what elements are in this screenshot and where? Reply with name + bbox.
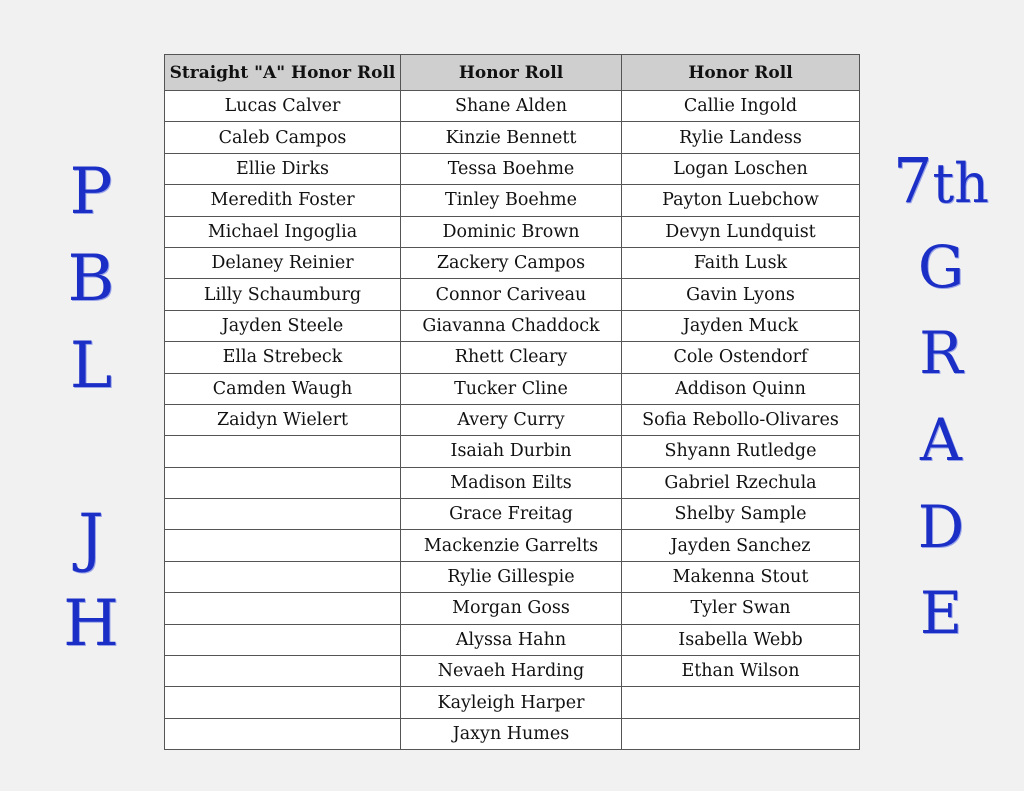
header-straight-a: Straight "A" Honor Roll (165, 55, 401, 91)
table-row (165, 436, 860, 467)
straight-a-cell: Lilly Schaumburg (165, 279, 401, 310)
honor-roll-2-cell: Callie Ingold (622, 91, 860, 122)
table-row (165, 310, 860, 341)
school-initial-h: H (63, 587, 119, 661)
straight-a-cell (165, 561, 401, 592)
honor-roll-2-cell: Jayden Sanchez (622, 530, 860, 561)
honor-roll-2-cell: Faith Lusk (622, 247, 860, 278)
table-row (165, 216, 860, 247)
straight-a-cell (165, 467, 401, 498)
honor-roll-1-cell: Kinzie Bennett (401, 122, 622, 153)
straight-a-cell (165, 530, 401, 561)
school-initial-j: J (78, 501, 104, 575)
straight-a-cell: Ella Strebeck (165, 342, 401, 373)
school-initial-b: B (67, 242, 115, 316)
honor-roll-2-cell: Logan Loschen (622, 153, 860, 184)
honor-roll-2-cell: Payton Luebchow (622, 185, 860, 216)
honor-roll-1-cell: Kayleigh Harper (401, 687, 622, 718)
honor-roll-2-cell: Jayden Muck (622, 310, 860, 341)
table-row (165, 153, 860, 184)
honor-roll-2-cell (622, 687, 860, 718)
honor-roll-2-cell: Shelby Sample (622, 499, 860, 530)
grade-letter-a: A (920, 406, 962, 474)
table-row (165, 91, 860, 122)
honor-roll-1-cell: Madison Eilts (401, 467, 622, 498)
honor-roll-1-cell: Zackery Campos (401, 247, 622, 278)
honor-roll-1-cell: Rylie Gillespie (401, 561, 622, 592)
grade-letter-e: E (919, 579, 963, 647)
straight-a-cell: Camden Waugh (165, 373, 401, 404)
table-row (165, 185, 860, 216)
honor-roll-2-cell (622, 718, 860, 749)
straight-a-cell (165, 593, 401, 624)
straight-a-cell (165, 624, 401, 655)
table-row (165, 656, 860, 687)
honor-roll-1-cell: Tinley Boehme (401, 185, 622, 216)
honor-roll-2-cell: Makenna Stout (622, 561, 860, 592)
header-honor-roll-2: Honor Roll (622, 55, 860, 91)
table-row (165, 373, 860, 404)
header-honor-roll-1: Honor Roll (401, 55, 622, 91)
table-row (165, 342, 860, 373)
honor-roll-2-cell: Gavin Lyons (622, 279, 860, 310)
honor-roll-1-cell: Nevaeh Harding (401, 656, 622, 687)
grade-digit: 7 (893, 144, 933, 217)
honor-roll-2-cell: Isabella Webb (622, 624, 860, 655)
honor-roll-2-cell: Ethan Wilson (622, 656, 860, 687)
table-row (165, 530, 860, 561)
grade-number (886, 144, 996, 217)
straight-a-cell: Caleb Campos (165, 122, 401, 153)
honor-roll-1-cell: Tessa Boehme (401, 153, 622, 184)
table-row (165, 718, 860, 749)
honor-roll-1-cell: Mackenzie Garrelts (401, 530, 622, 561)
honor-roll-1-cell: Dominic Brown (401, 216, 622, 247)
grade-letter-r: R (919, 319, 963, 387)
table-header-row (165, 55, 860, 91)
honor-roll-2-cell: Gabriel Rzechula (622, 467, 860, 498)
honor-roll-1-cell: Avery Curry (401, 404, 622, 435)
table-row (165, 122, 860, 153)
honor-roll-1-cell: Jaxyn Humes (401, 718, 622, 749)
honor-roll-2-cell: Tyler Swan (622, 593, 860, 624)
honor-roll-1-cell: Tucker Cline (401, 373, 622, 404)
straight-a-cell (165, 656, 401, 687)
straight-a-cell (165, 499, 401, 530)
grade-suffix: th (932, 152, 989, 215)
honor-roll-1-cell: Grace Freitag (401, 499, 622, 530)
honor-roll-1-cell: Connor Cariveau (401, 279, 622, 310)
honor-roll-table (164, 54, 860, 750)
grade-letter-d: D (917, 493, 965, 561)
honor-roll-1-cell: Morgan Goss (401, 593, 622, 624)
honor-roll-2-cell: Sofia Rebollo-Olivares (622, 404, 860, 435)
honor-roll-2-cell: Shyann Rutledge (622, 436, 860, 467)
table-row (165, 499, 860, 530)
straight-a-cell (165, 687, 401, 718)
straight-a-cell: Zaidyn Wielert (165, 404, 401, 435)
table-row (165, 404, 860, 435)
table-row (165, 593, 860, 624)
table-row (165, 247, 860, 278)
table-row (165, 467, 860, 498)
school-initial-l: L (69, 329, 113, 403)
straight-a-cell (165, 436, 401, 467)
honor-roll-1-cell: Isaiah Durbin (401, 436, 622, 467)
grade-letter-g: G (917, 233, 965, 301)
table-body (165, 91, 860, 750)
honor-roll-1-cell: Rhett Cleary (401, 342, 622, 373)
straight-a-cell: Michael Ingoglia (165, 216, 401, 247)
table-row (165, 624, 860, 655)
straight-a-cell: Delaney Reinier (165, 247, 401, 278)
school-initial-p: P (69, 155, 113, 229)
straight-a-cell: Jayden Steele (165, 310, 401, 341)
honor-roll-2-cell: Cole Ostendorf (622, 342, 860, 373)
honor-roll-1-cell: Shane Alden (401, 91, 622, 122)
table-row (165, 687, 860, 718)
straight-a-cell (165, 718, 401, 749)
honor-roll-1-cell: Alyssa Hahn (401, 624, 622, 655)
honor-roll-2-cell: Addison Quinn (622, 373, 860, 404)
honor-roll-2-cell: Rylie Landess (622, 122, 860, 153)
straight-a-cell: Ellie Dirks (165, 153, 401, 184)
honor-roll-2-cell: Devyn Lundquist (622, 216, 860, 247)
straight-a-cell: Lucas Calver (165, 91, 401, 122)
honor-roll-1-cell: Giavanna Chaddock (401, 310, 622, 341)
straight-a-cell: Meredith Foster (165, 185, 401, 216)
table-row (165, 561, 860, 592)
table-row (165, 279, 860, 310)
